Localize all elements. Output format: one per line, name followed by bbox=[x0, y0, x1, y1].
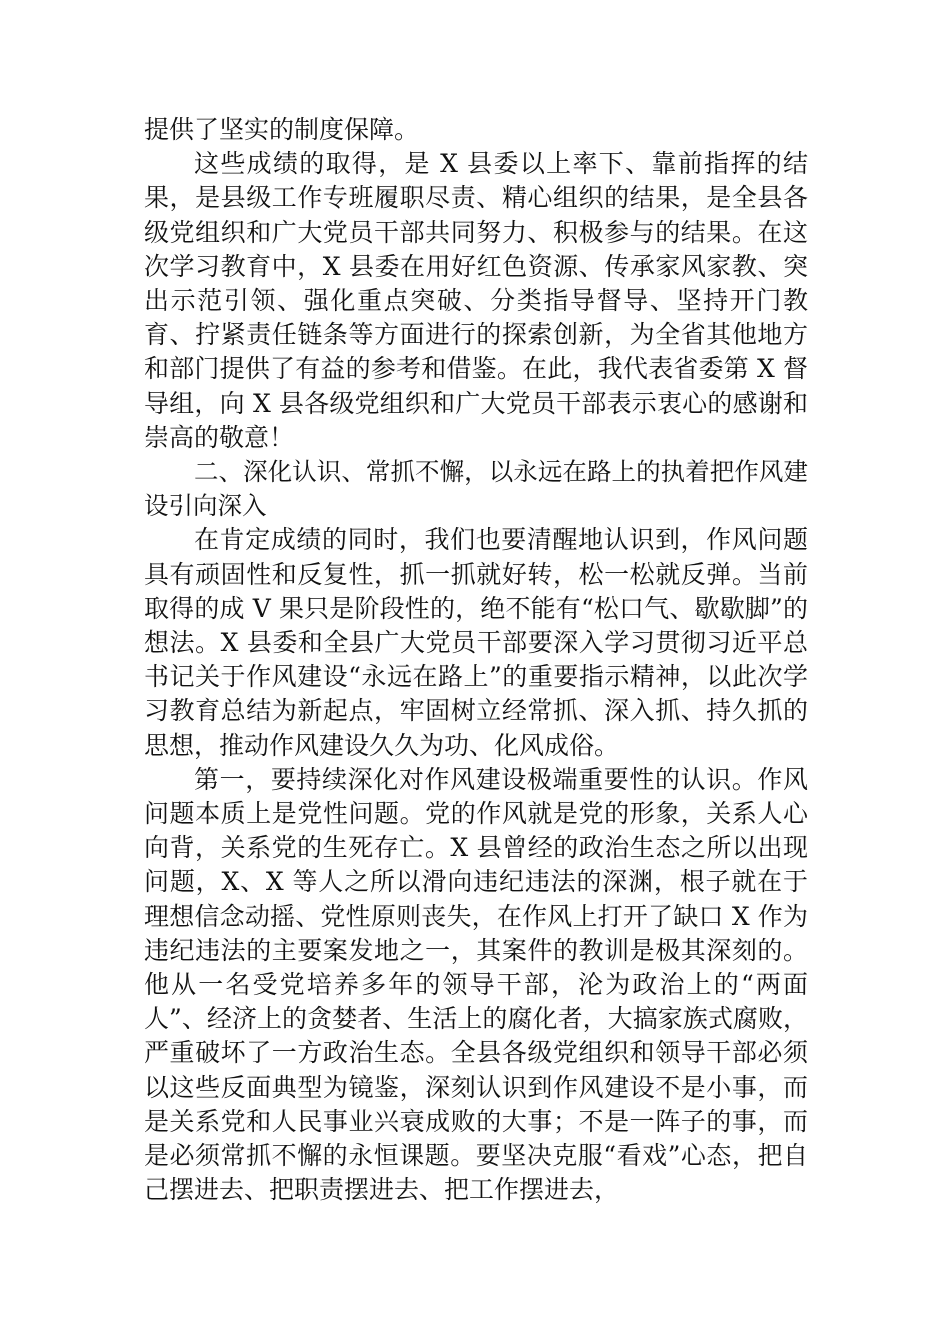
paragraph-awareness: 在肯定成绩的同时，我们也要清醒地认识到，作风问题具有顽固性和反复性，抓一抓就好转，松一松就反弹。当前取得的成 V 果只是阶段性的，绝不能有“松口气、歇歇脚”的想法。X 县委和全县广大党员干部要深入学习贯彻习近平总书记关于作风建设“永远在路上”的重要指示精神，以此次学习教育总结为新起点，牢固树立经常抓、深入抓、持久抓的思想，推动作风建设久久为功、化风成俗。 bbox=[144, 525, 808, 760]
section-heading-two: 二、深化认识、常抓不懈，以永远在路上的执着把作风建设引向深入 bbox=[144, 457, 808, 521]
paragraph-first-point: 第一，要持续深化对作风建设极端重要性的认识。作风问题本质上是党性问题。党的作风就是党的形象，关系人心向背，关系党的生死存亡。X 县曾经的政治生态之所以出现问题，X、X 等人之所以滑向违纪违法的深渊，根子就在于理想信念动摇、党性原则丧失，在作风上打开了缺口 X 作为违纪违法的主要案发地之一，其案件的教训是极其深刻的。他从一名受党培养多年的领导干部，沦为政治上的“两面人”、经济上的贪婪者、生活上的腐化者，大搞家族式腐败，严重破坏了一方政治生态。全县各级党组织和领导干部必须以这些反面典型为镜鉴，深刻认识到作风建设不是小事，而是关系党和人民事业兴衰成败的大事；不是一阵子的事，而是必须常抓不懈的永恒课题。要坚决克服“看戏”心态，把自己摆进去、把职责摆进去、把工作摆进去， bbox=[144, 764, 808, 1205]
paragraph-continuation: 提供了坚实的制度保障。 bbox=[144, 115, 420, 144]
paragraph-achievements: 这些成绩的取得，是 X 县委以上率下、靠前指挥的结果，是县级工作专班履职尽责、精心组织的结果，是全县各级党组织和广大党员干部共同努力、积极参与的结果。在这次学习教育中，X 县委在用好红色资源、传承家风家教、突出示范引领、强化重点突破、分类指导督导、坚持开门教育、拧紧责任链条等方面进行的探索创新，为全省其他地方和部门提供了有益的参考和借鉴。在此，我代表省委第 X 督导组，向 X 县各级党组织和广大党员干部表示衷心的感谢和崇高的敬意！ bbox=[144, 149, 808, 452]
body-text bbox=[144, 113, 808, 1208]
